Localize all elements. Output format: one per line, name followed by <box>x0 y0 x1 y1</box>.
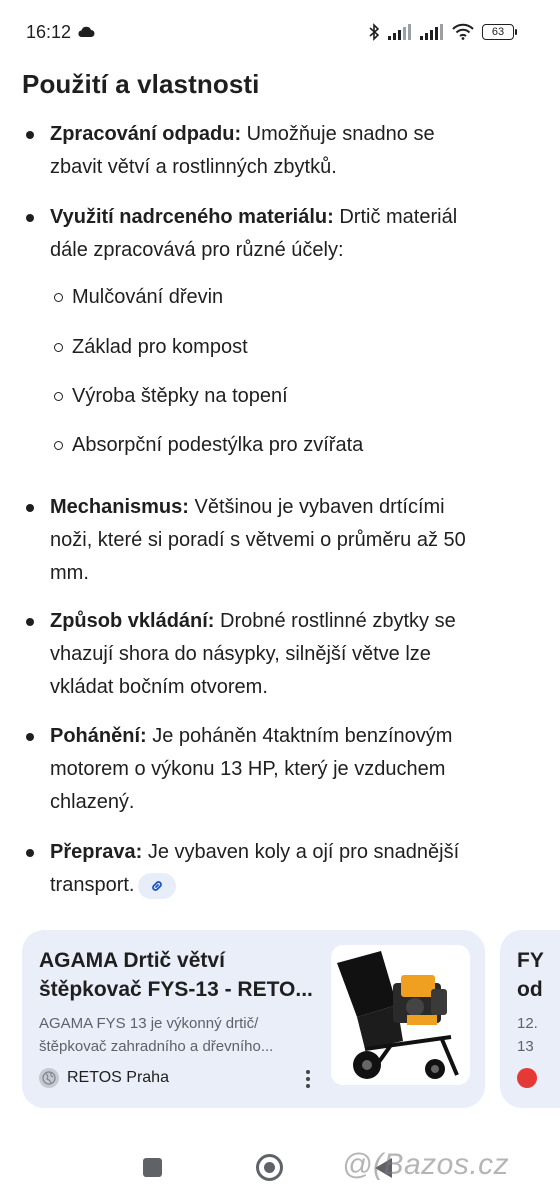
status-icons <box>368 23 514 41</box>
bullet-dot <box>26 733 34 741</box>
bullet-text: Je vybaven koly a ojí pro snadnější <box>142 841 460 863</box>
bullet-text: zbavit větví a rostlinných zbytků. <box>50 156 337 178</box>
list-item <box>24 201 520 267</box>
cloud-icon <box>77 26 95 38</box>
sub-list-item: Výroba štěpky na topení <box>52 381 288 411</box>
battery-level: 63 <box>491 26 505 38</box>
home-button[interactable] <box>256 1154 283 1181</box>
battery-icon <box>482 24 514 40</box>
bullet-label: Využití nadrceného materiálu: <box>50 206 334 228</box>
bullet-text: Drtič materiál <box>333 206 458 228</box>
bullet-label: Přeprava: <box>50 841 143 863</box>
more-options-icon[interactable] <box>305 1070 311 1088</box>
source-card-description: 12. 13 <box>517 1015 538 1055</box>
bullet-text: motorem o výkonu 13 HP, který je vzduchem <box>50 758 446 780</box>
status-bar <box>0 0 540 64</box>
bullet-text: mm. <box>50 562 89 584</box>
navigation-bar <box>0 1130 540 1200</box>
source-card[interactable] <box>22 930 485 1108</box>
sub-bullet-ring <box>54 343 63 352</box>
source-site-name: RETOS Praha <box>67 1069 169 1086</box>
source-card-description: AGAMA FYS 13 je výkonný drtič/ štěpkovač zahradního a dřevního... <box>39 1015 274 1055</box>
product-thumbnail <box>331 945 470 1085</box>
sub-list-item: Základ pro kompost <box>52 332 248 362</box>
link-icon <box>149 878 165 894</box>
list-item <box>24 605 520 704</box>
bullet-text: vkládat bočním otvorem. <box>50 676 268 698</box>
bullet-label: Pohánění: <box>50 725 147 747</box>
bullet-text: vhazují shora do násypky, silnější větve lze <box>50 643 431 665</box>
home-icon <box>264 1162 275 1173</box>
bullet-dot <box>26 131 34 139</box>
signal-icon <box>388 24 412 40</box>
section-title: Použití a vlastnosti <box>22 69 260 99</box>
sub-list-item: Absorpční podestýlka pro zvířata <box>52 430 363 460</box>
bullet-text: Většinou je vybaven drtícími <box>188 496 445 518</box>
bullet-text: dále zpracovává pro různé účely: <box>50 239 344 261</box>
wood-chipper-image <box>331 945 470 1085</box>
recents-button[interactable] <box>143 1158 162 1177</box>
globe-icon <box>39 1068 59 1088</box>
source-card-title: AGAMA Drtič větví štěpkovač FYS-13 - RETO... <box>39 949 313 1001</box>
source-card-site <box>39 1068 169 1088</box>
bullet-label: Zpracování odpadu: <box>50 123 242 145</box>
source-link-button[interactable] <box>138 873 176 899</box>
sub-bullet-ring <box>54 441 63 450</box>
bullet-text: Je poháněn 4taktním benzínovým <box>146 725 453 747</box>
wifi-icon <box>452 24 474 40</box>
list-item <box>24 720 520 819</box>
sub-list-item: Mulčování dřevin <box>52 282 223 312</box>
bluetooth-icon <box>368 23 380 41</box>
sub-bullet-ring <box>54 392 63 401</box>
bullet-text: chlazený. <box>50 791 135 813</box>
bullet-dot <box>26 214 34 222</box>
bullet-text: Umožňuje snadno se <box>241 123 435 145</box>
bullet-dot <box>26 849 34 857</box>
source-card-title: FY od <box>517 949 544 1001</box>
source-card[interactable] <box>500 930 560 1108</box>
bullet-dot <box>26 618 34 626</box>
bullet-text: noži, které si poradí s větvemi o průměru až 50 <box>50 529 466 551</box>
watermark: @(Bazos.cz <box>342 1148 510 1181</box>
bullet-dot <box>26 504 34 512</box>
list-item <box>24 836 520 902</box>
shop-icon <box>517 1068 537 1088</box>
signal-icon <box>420 24 444 40</box>
bullet-label: Mechanismus: <box>50 496 189 518</box>
list-item <box>24 118 520 184</box>
bullet-text: Drobné rostlinné zbytky se <box>214 610 456 632</box>
bullet-label: Způsob vkládání: <box>50 610 215 632</box>
list-item <box>24 491 520 590</box>
status-time: 16:12 <box>26 21 72 42</box>
bullet-text: transport. <box>50 874 135 896</box>
sub-bullet-ring <box>54 293 63 302</box>
